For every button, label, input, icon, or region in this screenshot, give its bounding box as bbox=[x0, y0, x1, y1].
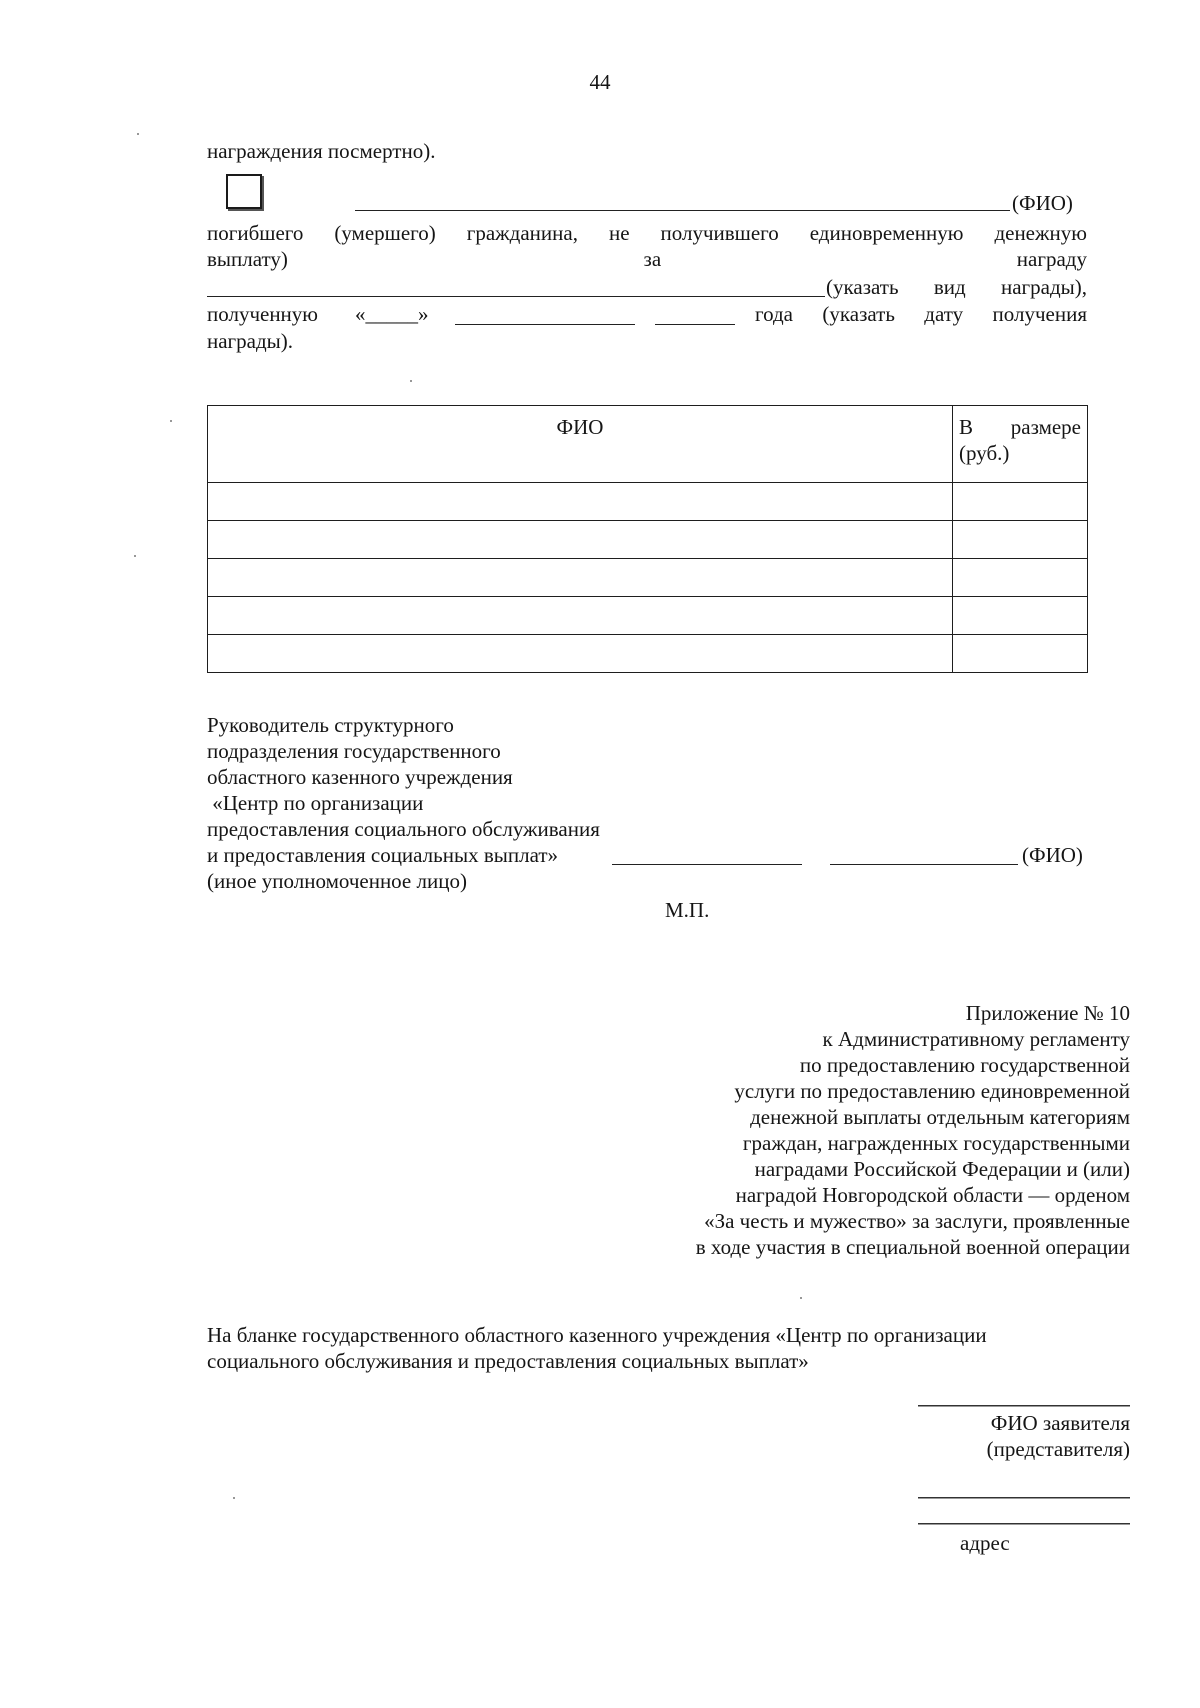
deceased-fio-label: (ФИО) bbox=[1012, 191, 1073, 215]
year-line[interactable] bbox=[655, 324, 735, 325]
table-row bbox=[208, 635, 1088, 673]
appendix-line-8: наградой Новгородской области — орденом bbox=[735, 1183, 1130, 1207]
deceased-line-1: погибшего (умершего) гражданина, не получившего единовременную денежную bbox=[207, 221, 1087, 245]
signer-line-7: (иное уполномоченное лицо) bbox=[207, 869, 467, 893]
table-row bbox=[208, 597, 1088, 635]
deceased-line-2: выплату) за награду bbox=[207, 247, 1087, 271]
signer-fio-line[interactable] bbox=[830, 864, 1018, 865]
applicant-fio-label: ФИО заявителя bbox=[990, 1411, 1130, 1435]
appendix-line-4: услуги по предоставлению единовременной bbox=[734, 1079, 1130, 1103]
appendix-line-6: граждан, награжденных государственными bbox=[742, 1131, 1130, 1155]
address-label: адрес bbox=[960, 1531, 1010, 1555]
signer-line-2: подразделения государственного bbox=[207, 739, 501, 763]
signer-line-5: предоставления социального обслуживания bbox=[207, 817, 600, 841]
table-cell-fio[interactable] bbox=[208, 521, 953, 559]
signer-line-6: и предоставления социальных выплат» bbox=[207, 843, 559, 867]
month-line[interactable] bbox=[455, 324, 635, 325]
received-label: полученную bbox=[207, 302, 318, 326]
table-row bbox=[208, 559, 1088, 597]
appendix-line-1: Приложение № 10 bbox=[965, 1001, 1130, 1025]
page-number: 44 bbox=[589, 70, 611, 94]
table-cell-amount[interactable] bbox=[953, 559, 1088, 597]
table-cell-fio[interactable] bbox=[208, 483, 953, 521]
table-cell-fio[interactable] bbox=[208, 597, 953, 635]
stamp-place: М.П. bbox=[665, 898, 710, 922]
scan-speck bbox=[410, 380, 412, 382]
deceased-line-3: (указать вид награды), bbox=[826, 275, 1087, 299]
table-cell-amount[interactable] bbox=[953, 483, 1088, 521]
appendix-line-7: наградами Российской Федерации и (или) bbox=[754, 1157, 1130, 1181]
signer-line-3: областного казенного учреждения bbox=[207, 765, 513, 789]
table-header-amount: В размере (руб.) bbox=[953, 406, 1088, 483]
letterhead-line-1: На бланке государственного областного казенного учреждения «Центр по организации bbox=[207, 1323, 987, 1347]
appendix-line-5: денежной выплаты отдельным категориям bbox=[750, 1105, 1130, 1129]
signature-line[interactable] bbox=[612, 864, 802, 865]
table-cell-amount[interactable] bbox=[953, 635, 1088, 673]
table-cell-amount[interactable] bbox=[953, 597, 1088, 635]
scan-speck bbox=[137, 133, 139, 135]
applicant-rep-label: (представителя) bbox=[986, 1437, 1130, 1461]
address-line-1[interactable] bbox=[918, 1497, 1130, 1498]
appendix-line-9: «За честь и мужество» за заслуги, проявленные bbox=[704, 1209, 1130, 1233]
intro-text: награждения посмертно). bbox=[207, 139, 436, 163]
scan-speck bbox=[170, 420, 172, 422]
appendix-line-3: по предоставлению государственной bbox=[799, 1053, 1130, 1077]
recipients-table bbox=[207, 405, 1088, 673]
award-type-line[interactable] bbox=[207, 296, 825, 297]
posthumous-checkbox[interactable] bbox=[226, 174, 262, 209]
table-cell-amount[interactable] bbox=[953, 521, 1088, 559]
signer-line-1: Руководитель структурного bbox=[207, 713, 454, 737]
deceased-line-5: награды). bbox=[207, 329, 294, 353]
scan-speck bbox=[233, 1497, 235, 1499]
table-row bbox=[208, 521, 1088, 559]
table-header-row bbox=[208, 406, 1088, 483]
signer-line-4: «Центр по организации bbox=[207, 791, 424, 815]
table-row bbox=[208, 483, 1088, 521]
scan-speck bbox=[800, 1297, 802, 1299]
signer-fio-label: (ФИО) bbox=[1022, 843, 1083, 867]
letterhead-line-2: социального обслуживания и предоставления социальных выплат» bbox=[207, 1349, 809, 1373]
appendix-line-10: в ходе участия в специальной военной операции bbox=[695, 1235, 1130, 1259]
table-cell-fio[interactable] bbox=[208, 635, 953, 673]
applicant-fio-line[interactable] bbox=[918, 1405, 1130, 1406]
address-line-2[interactable] bbox=[918, 1523, 1130, 1524]
scan-speck bbox=[134, 555, 136, 557]
table-header-fio: ФИО bbox=[208, 406, 953, 483]
day-field[interactable]: «_____» bbox=[355, 302, 429, 326]
appendix-line-2: к Административному регламенту bbox=[822, 1027, 1130, 1051]
deceased-fio-line[interactable] bbox=[355, 210, 1010, 211]
table-cell-fio[interactable] bbox=[208, 559, 953, 597]
deceased-line-4-tail: года (указать дату получения bbox=[755, 302, 1087, 326]
